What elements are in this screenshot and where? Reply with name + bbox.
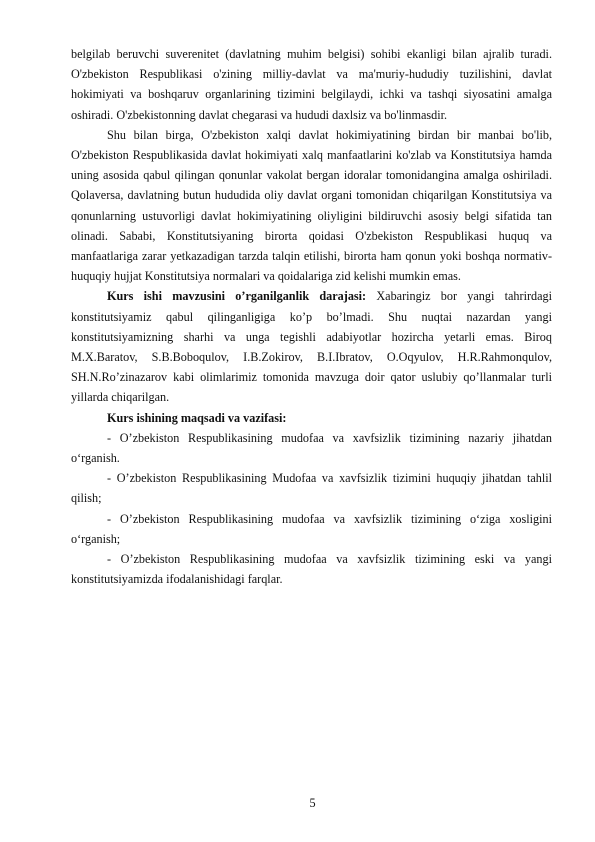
page-number: 5 (309, 796, 316, 810)
paragraph-sovereignty: Shu bilan birga, O'zbekiston xalqi davlat hokimiyatining birdan bir manbai bo'lib, O'zbekiston Respublikasida davlat hokimiyati xalq manfaatlarini ko'zlab va Konstitutsiya hamda uning asosida qabul qilingan qonunlar vakolat bergan idoralar tomonidangina amalga oshiriladi. Qolaversa, davlatning butun hududida oliy davlat organi tomonidan chiqarilgan Konstitutsiya va qonunlarning ustuvorligi davlat hokimiyatining oliyligini bildiruvchi asosiy belgi sifatida tan olinadi. Sababi, Konstitutsiyaning birorta qoidasi O'zbekiston Respublikasi huquq va manfaatlariga zarar yetkazadigan tarzda talqin etilishi, birorta ham qonun yoki boshqa normativ-huquqiy hujjat Konstitutsiya normalari va qoidalariga zid kelishi mumkin emas. (71, 127, 552, 284)
goal-item-2: - O’zbekiston Respublikasining Mudofaa va xavfsizlik tizimini huquqiy jihatdan tahlil qilish; (71, 471, 552, 506)
paragraph-study-level (71, 286, 552, 407)
body-text (71, 44, 552, 589)
goal-item-1: - O’zbekiston Respublikasining mudofaa va xavfsizlik tizimining nazariy jihatdan o‘rganish. (71, 430, 552, 466)
goal-item-4: - O’zbekiston Respublikasining mudofaa va xavfsizlik tizimining eski va yangi konstitutsiyamizda ifodalanishidagi farqlar. (71, 552, 552, 587)
paragraph-continuation: belgilab beruvchi suverenitet (davlatning muhim belgisi) sohibi ekanligi bilan ajralib turadi. O'zbekiston Respublikasi o'zining milliy-davlat va ma'muriy-hududiy tuzilishini, davlat hokimiyati va boshqaruv organlarining tizimini belgilaydi, ichki va tashqi siyosatini amalga oshiradi. O'zbekistonning davlat chegarasi va hududi daxlsiz va bo'linmasdir. (71, 47, 552, 122)
study-level-heading: Kurs ishi mavzusini o’rganilganlik darajasi: (107, 289, 367, 304)
goal-item-3: - O’zbekiston Respublikasining mudofaa va xavfsizlik tizimining o‘ziga xosligini o‘rganish; (71, 511, 552, 546)
study-level-text: Xabaringiz bor yangi tahrirdagi konstitutsiyamiz qabul qilinganligiga ko’p bo’lmadi. Shu nuqtai nazardan yangi konstitutsiyamizning sharhi va unga tegishli adabiyotlar hozircha yetarli emas. Biroq M.X.Baratov, S.B.Boboqulov, I.B.Zokirov, B.I.Ibratov, O.Oqyulov, H.R.Rahmonqulov, SH.N.Ro’zinazarov kabi olimlarimiz tomonida mavzuga doir qator uslubiy qo’llanmalar turli yillarda chiqarilgan. (71, 289, 552, 405)
goals-heading: Kurs ishining maqsadi va vazifasi: (107, 410, 287, 425)
